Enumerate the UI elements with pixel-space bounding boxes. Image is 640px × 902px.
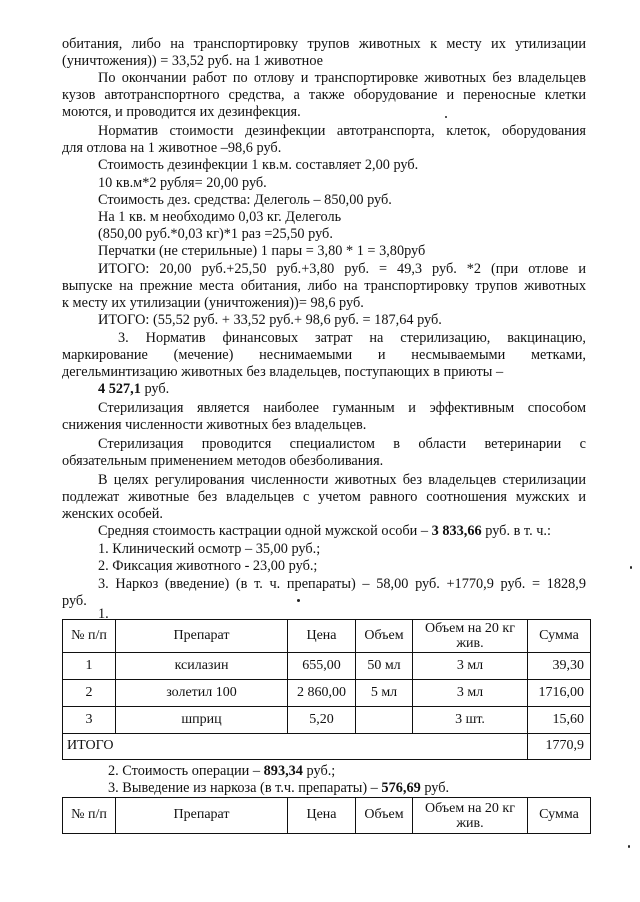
scan-speck — [630, 566, 632, 569]
bold-amount: 893,34 — [263, 763, 303, 779]
table-cell: 1 — [63, 653, 116, 680]
table-cell: 3 шт. — [413, 707, 528, 734]
bold-amount: 4 527,1 — [98, 381, 141, 397]
table-header-cell: Сумма — [528, 798, 591, 834]
table-row — [63, 653, 591, 680]
text-line: подлежат животные без владельцев с учетом равного соотношения мужских и — [62, 489, 586, 505]
table-cell: ксилазин — [116, 653, 288, 680]
text-line: дегельминтизацию животных без владельцев, поступающих в приюты – — [62, 364, 504, 380]
text-line: ИТОГО: 20,00 руб.+25,50 руб.+3,80 руб. = 49,3 руб. *2 (при отлове и — [98, 261, 586, 277]
table-cell: 1716,00 — [528, 680, 591, 707]
total-value: 1770,9 — [528, 734, 591, 760]
text-line: 3. Норматив финансовых затрат на стерилизацию, вакцинацию, — [118, 330, 586, 346]
table-cell: 39,30 — [528, 653, 591, 680]
text-line: руб. — [62, 593, 87, 609]
table-cell: 3 — [63, 707, 116, 734]
text-line: снижения численности животных без владельцев. — [62, 417, 367, 433]
bold-amount: 3 833,66 — [431, 523, 482, 539]
bold-amount: 576,69 — [381, 780, 421, 796]
table-header-cell: Объем — [356, 798, 413, 834]
scan-speck — [445, 116, 447, 118]
table-header-row — [63, 798, 591, 834]
scan-speck — [628, 845, 630, 848]
table-header-cell: Объем на 20 кг жив. — [413, 798, 528, 834]
table-cell: 2 860,00 — [288, 680, 356, 707]
text-line: Стерилизация проводится специалистом в области ветеринарии с — [98, 436, 586, 452]
text-line: Стоимость дезинфекции 1 кв.м. составляет 2,00 руб. — [98, 157, 419, 173]
table-cell: шприц — [116, 707, 288, 734]
table-header-cell: Сумма — [528, 620, 591, 653]
table-cell: 5 мл — [356, 680, 413, 707]
table-header-cell: Объем — [356, 620, 413, 653]
text-line: 1. Клинический осмотр – 35,00 руб.; — [98, 541, 321, 557]
total-label: ИТОГО — [63, 734, 528, 760]
table-cell: 3 мл — [413, 680, 528, 707]
scan-speck — [297, 599, 300, 602]
text-line: к месту их утилизации (уничтожения))= 98,6 руб. — [62, 295, 364, 311]
text-line: Стерилизация является наиболее гуманным и эффективным способом — [98, 400, 586, 416]
text-line: 3. Наркоз (введение) (в т. ч. препараты) – 58,00 руб. +1770,9 руб. = 1828,9 — [98, 576, 586, 592]
text-line: Средняя стоимость кастрации одной мужской особи – 3 833,66 руб. в т. ч.: — [98, 523, 551, 539]
table-header-cell: Препарат — [116, 798, 288, 834]
medication-table-2 — [62, 797, 591, 834]
text-line: 3. Выведение из наркоза (в т.ч. препараты) – 576,69 руб. — [108, 780, 450, 796]
text-line: моются, и проводится их дезинфекция. — [62, 104, 301, 120]
table-cell: 3 мл — [413, 653, 528, 680]
table-header-cell: Препарат — [116, 620, 288, 653]
table-header-cell: Цена — [288, 620, 356, 653]
table-total-row — [63, 734, 591, 760]
table-header-cell: № п/п — [63, 798, 116, 834]
text-line: для отлова на 1 животное –98,6 руб. — [62, 140, 282, 156]
table-row — [63, 707, 591, 734]
text-line: ИТОГО: (55,52 руб. + 33,52 руб.+ 98,6 руб. = 187,64 руб. — [98, 312, 442, 328]
text-line: Норматив стоимости дезинфекции автотранспорта, клеток, оборудования — [98, 123, 586, 139]
table-cell — [356, 707, 413, 734]
table-cell: 15,60 — [528, 707, 591, 734]
text-line: (850,00 руб.*0,03 кг)*1 раз =25,50 руб. — [98, 226, 333, 242]
text-line: маркирование (мечение) неснимаемыми и несмываемыми метками, — [62, 347, 586, 363]
table-header-cell: Объем на 20 кг жив. — [413, 620, 528, 653]
text-line: (уничтожения)) = 33,52 руб. на 1 животное — [62, 53, 323, 69]
table-row — [63, 680, 591, 707]
table-cell: золетил 100 — [116, 680, 288, 707]
text-line: На 1 кв. м необходимо 0,03 кг. Делеголь — [98, 209, 342, 225]
text-line: По окончании работ по отлову и транспортировке животных без владельцев — [98, 70, 586, 86]
text-line: 1. — [98, 606, 109, 622]
text-line: обязательным применением методов обезболивания. — [62, 453, 384, 469]
text-line: 10 кв.м*2 рубля= 20,00 руб. — [98, 175, 267, 191]
text-line: обитания, либо на транспортировку трупов животных к месту их утилизации — [62, 36, 586, 52]
text-line: 2. Фиксация животного - 23,00 руб.; — [98, 558, 318, 574]
table-header-cell: № п/п — [63, 620, 116, 653]
text-line: Перчатки (не стерильные) 1 пары = 3,80 * 1 = 3,80руб — [98, 243, 426, 259]
medication-table — [62, 619, 591, 760]
text-line: В целях регулирования численности животных без владельцев стерилизации — [98, 472, 586, 488]
text-line: 4 527,1 руб. — [98, 381, 170, 397]
text-line: 2. Стоимость операции – 893,34 руб.; — [108, 763, 336, 779]
text-line: кузов автотранспортного средства, а также оборудование и переносные клетки — [62, 87, 586, 103]
text-line: Стоимость дез. средства: Делеголь – 850,00 руб. — [98, 192, 392, 208]
table-cell: 2 — [63, 680, 116, 707]
table-cell: 5,20 — [288, 707, 356, 734]
table-header-cell: Цена — [288, 798, 356, 834]
text-line: женских особей. — [62, 506, 164, 522]
table-cell: 50 мл — [356, 653, 413, 680]
table-header-row — [63, 620, 591, 653]
text-line: выпуске на прежние места обитания, либо на транспортировку трупов животных — [62, 278, 586, 294]
table-cell: 655,00 — [288, 653, 356, 680]
